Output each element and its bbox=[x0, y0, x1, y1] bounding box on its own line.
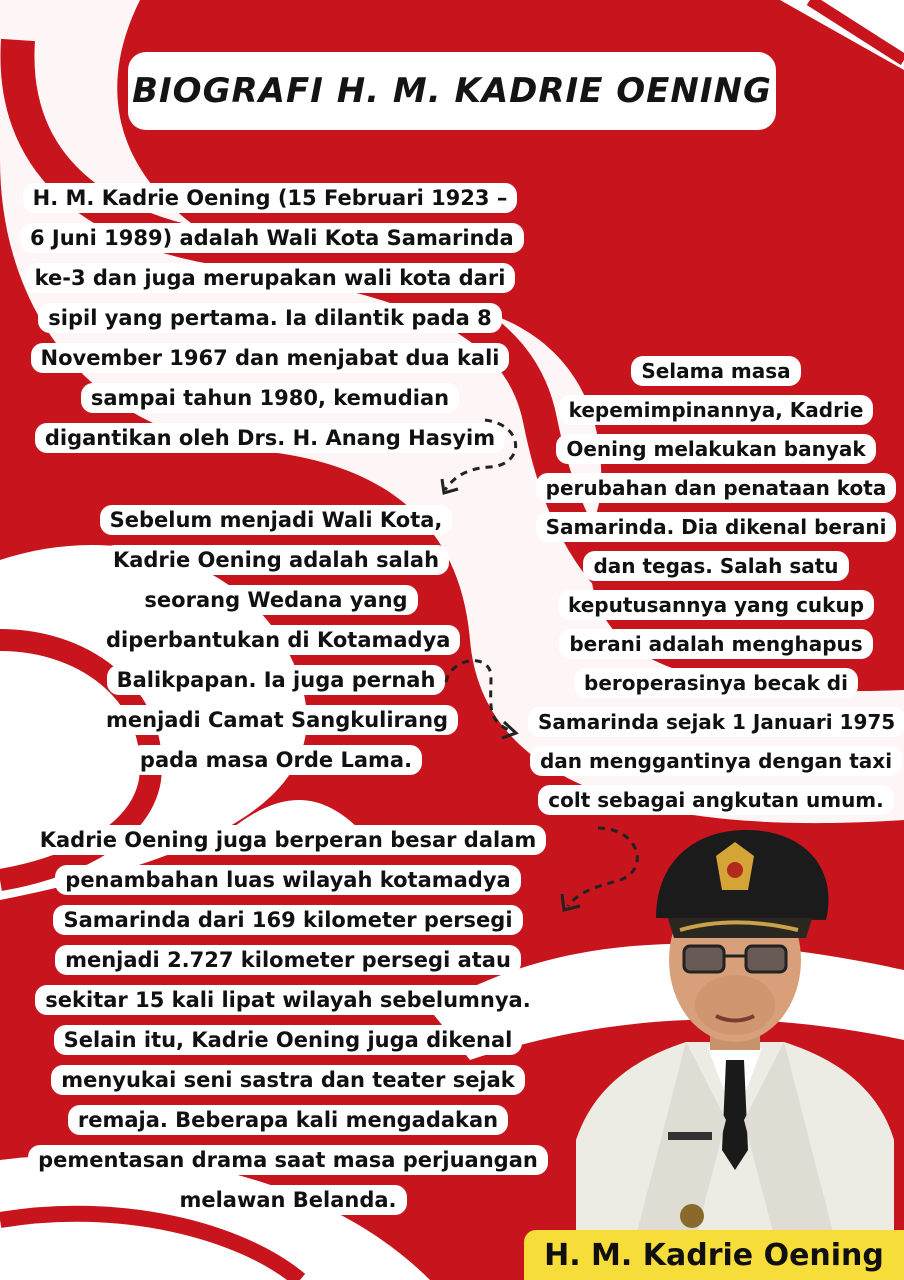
territory-paragraph bbox=[18, 820, 558, 1220]
caption-banner bbox=[524, 1230, 904, 1280]
before-paragraph bbox=[96, 500, 456, 780]
arts-text: Selain itu, Kadrie Oening juga dikenal menyukai seni sastra dan teater sejak remaja. Beberapa kali mengadakan pementasan drama saat masa perjuangan melawan Belanda. bbox=[28, 1025, 548, 1215]
before-text: Sebelum menjadi Wali Kota, Kadrie Oening adalah salah seorang Wedana yang diperbantukan di Kotamadya Balikpapan. Ia juga pernah menjadi Camat Sangkulirang pada masa Orde Lama. bbox=[96, 505, 460, 775]
dashed-arrow-icon bbox=[430, 415, 530, 505]
intro-text: H. M. Kadrie Oening (15 Februari 1923 – 6 Juni 1989) adalah Wali Kota Samarinda ke-3 dan juga merupakan wali kota dari sipil yang pertama. Ia dilantik pada 8 November 1967 dan menjabat dua kali sampai tahun 1980, kemudian digantikan oleh Drs. H. Anang Hasyim bbox=[20, 183, 524, 453]
territory-text: Kadrie Oening juga berperan besar dalam penambahan luas wilayah kotamadya Samarinda dari 169 kilometer persegi menjadi 2.727 kilometer persegi atau sekitar 15 kali lipat wilayah sebelumnya. bbox=[30, 825, 547, 1015]
title-banner bbox=[128, 52, 776, 130]
leadership-text: Selama masa kepemimpinannya, Kadrie Oening melakukan banyak perubahan dan penataan kota Samarinda. Dia dikenal berani dan tegas. Salah satu keputusannya yang cukup berani adalah menghapus beroperasinya becak di Samarinda sejak 1 Januari 1975 dan menggantinya dengan taxi colt sebagai angkutan umum. bbox=[528, 356, 904, 815]
dashed-arrow-icon bbox=[436, 652, 526, 742]
leadership-paragraph bbox=[528, 352, 904, 820]
page-title: BIOGRAFI H. M. KADRIE OENING bbox=[132, 71, 772, 111]
portrait-photo bbox=[576, 820, 894, 1236]
portrait-caption: H. M. Kadrie Oening bbox=[544, 1237, 884, 1273]
